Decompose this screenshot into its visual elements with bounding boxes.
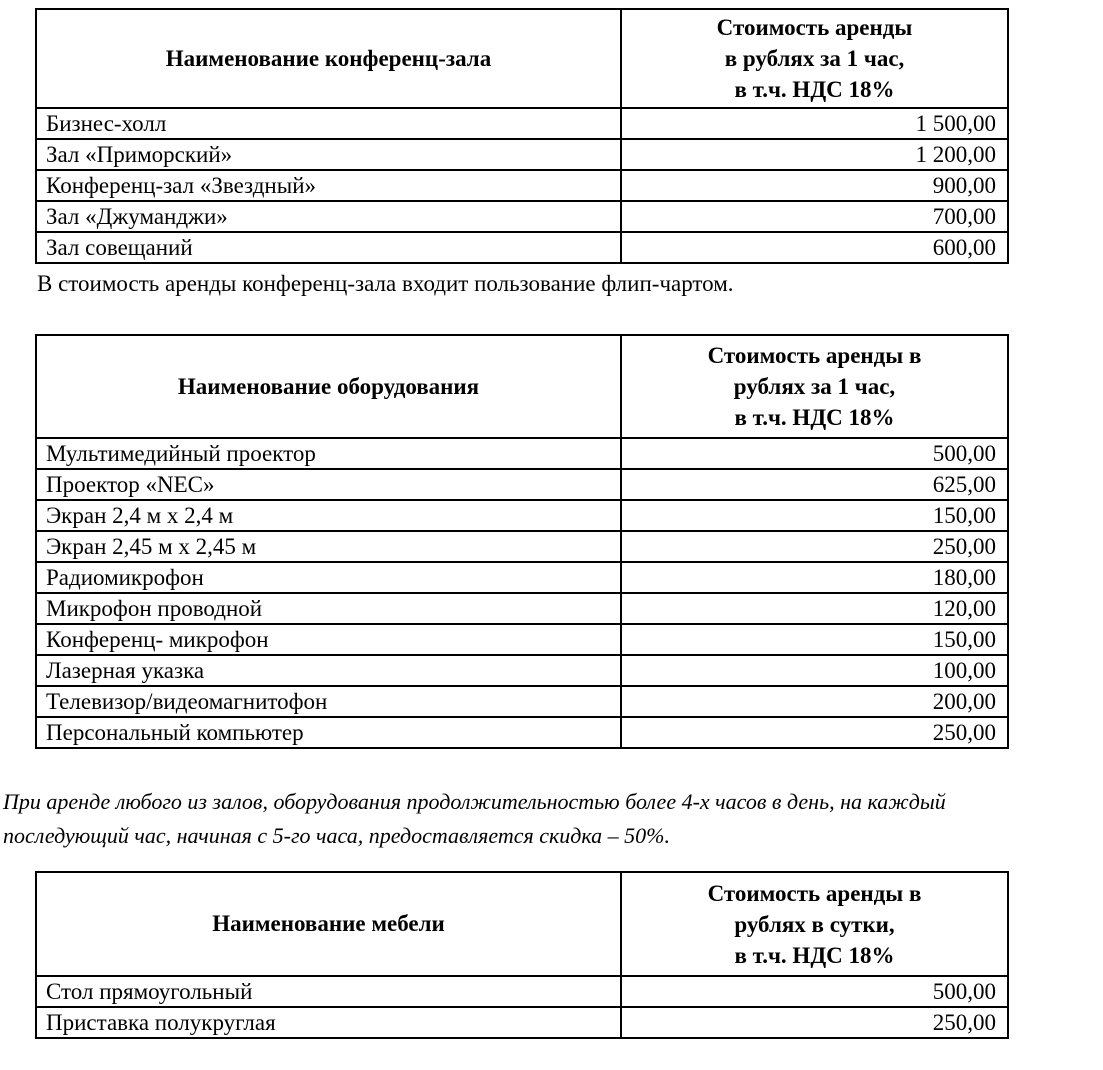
table-row xyxy=(36,717,1008,748)
item-price-cell: 120,00 xyxy=(621,593,1008,624)
table-row xyxy=(36,500,1008,531)
item-price-cell: 150,00 xyxy=(621,500,1008,531)
rental-table-furniture xyxy=(35,871,1009,1039)
price-header-line: в т.ч. НДС 18% xyxy=(734,77,895,102)
item-name-cell: Бизнес-холл xyxy=(36,108,621,139)
table-header-row xyxy=(36,872,1008,976)
item-price-cell: 150,00 xyxy=(621,624,1008,655)
flipchart-note: В стоимость аренды конференц-зала входит пользование флип-чартом. xyxy=(37,271,734,296)
item-name-cell: Персональный компьютер xyxy=(36,717,621,748)
table-row xyxy=(36,593,1008,624)
table-row xyxy=(36,531,1008,562)
item-name-cell: Микрофон проводной xyxy=(36,593,621,624)
item-name-cell: Конференц- микрофон xyxy=(36,624,621,655)
item-name-cell: Радиомикрофон xyxy=(36,562,621,593)
table-row xyxy=(36,976,1008,1007)
item-name-cell: Зал совещаний xyxy=(36,232,621,263)
table-row xyxy=(36,170,1008,201)
table-row xyxy=(36,232,1008,263)
price-header-line: Стоимость аренды в xyxy=(707,880,922,906)
table-row xyxy=(36,562,1008,593)
item-name-cell: Экран 2,4 м х 2,4 м xyxy=(36,500,621,531)
price-header-line: рублях за 1 час, xyxy=(733,374,896,399)
rental-table-conference-halls xyxy=(35,8,1009,264)
price-header-line: в т.ч. НДС 18% xyxy=(734,405,895,430)
price-header-line: Стоимость аренды xyxy=(716,15,913,40)
price-header-line: рублях в сутки, xyxy=(734,911,895,937)
table-row xyxy=(36,655,1008,686)
item-price-cell: 900,00 xyxy=(621,170,1008,201)
table-row xyxy=(36,1007,1008,1038)
price-column-header xyxy=(621,335,1008,438)
item-price-cell: 500,00 xyxy=(621,976,1008,1007)
item-name-cell: Телевизор/видеомагнитофон xyxy=(36,686,621,717)
table-header-row xyxy=(36,9,1008,108)
item-price-cell: 180,00 xyxy=(621,562,1008,593)
item-price-cell: 250,00 xyxy=(621,717,1008,748)
item-name-cell: Лазерная указка xyxy=(36,655,621,686)
table-row xyxy=(36,624,1008,655)
table-row xyxy=(36,438,1008,469)
item-name-cell: Мультимедийный проектор xyxy=(36,438,621,469)
name-column-header: Наименование оборудования xyxy=(36,335,621,438)
table-header-row xyxy=(36,335,1008,438)
price-column-header xyxy=(621,9,1008,108)
name-column-header: Наименование конференц-зала xyxy=(36,9,621,108)
item-name-cell: Зал «Приморский» xyxy=(36,139,621,170)
price-column-header xyxy=(621,872,1008,976)
item-price-cell: 1 200,00 xyxy=(621,139,1008,170)
price-header-line: в рублях за 1 час, xyxy=(724,46,905,71)
table-row xyxy=(36,108,1008,139)
item-price-cell: 500,00 xyxy=(621,438,1008,469)
item-name-cell: Стол прямоугольный xyxy=(36,976,621,1007)
item-price-cell: 700,00 xyxy=(621,201,1008,232)
item-name-cell: Экран 2,45 м х 2,45 м xyxy=(36,531,621,562)
table-row xyxy=(36,469,1008,500)
item-price-cell: 250,00 xyxy=(621,1007,1008,1038)
item-name-cell: Проектор «NEC» xyxy=(36,469,621,500)
item-name-cell: Приставка полукруглая xyxy=(36,1007,621,1038)
item-price-cell: 200,00 xyxy=(621,686,1008,717)
item-price-cell: 625,00 xyxy=(621,469,1008,500)
name-column-header: Наименование мебели xyxy=(36,872,621,976)
item-price-cell: 100,00 xyxy=(621,655,1008,686)
discount-note: При аренде любого из залов, оборудования продолжительностью более 4-х часов в день, на каждый последующий час, начиная с 5-го часа, предоставляется скидка – 50%. xyxy=(3,789,946,848)
item-name-cell: Зал «Джуманджи» xyxy=(36,201,621,232)
item-price-cell: 250,00 xyxy=(621,531,1008,562)
rental-table-equipment xyxy=(35,334,1009,749)
table-row xyxy=(36,201,1008,232)
item-price-cell: 600,00 xyxy=(621,232,1008,263)
item-price-cell: 1 500,00 xyxy=(621,108,1008,139)
table-row xyxy=(36,686,1008,717)
item-name-cell: Конференц-зал «Звездный» xyxy=(36,170,621,201)
table-row xyxy=(36,139,1008,170)
price-header-line: в т.ч. НДС 18% xyxy=(734,942,895,968)
price-header-line: Стоимость аренды в xyxy=(707,343,922,368)
